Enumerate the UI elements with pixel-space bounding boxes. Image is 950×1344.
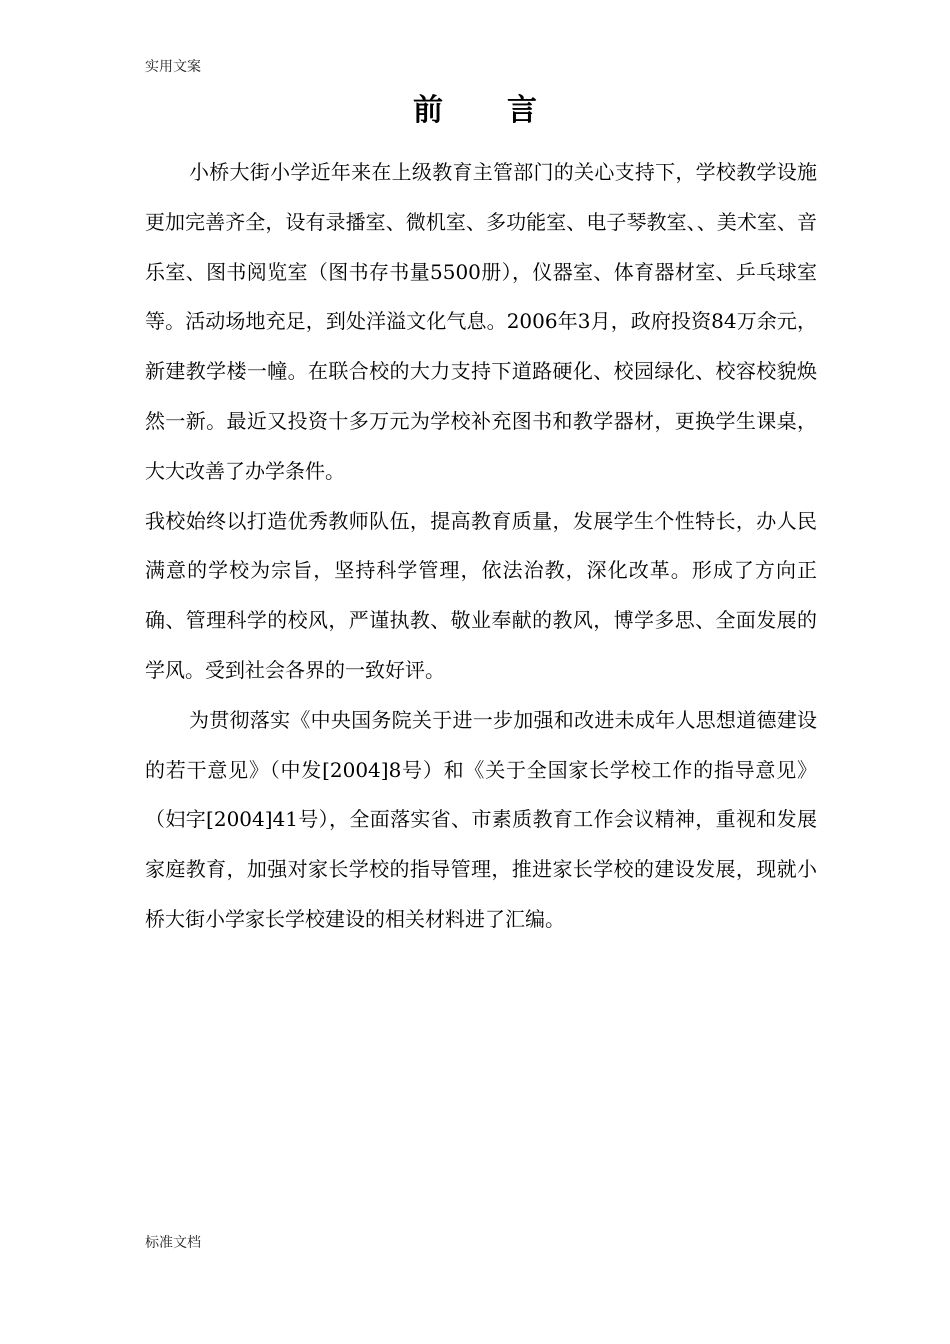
page-header: 实用文案 [145,59,201,75]
paragraph-facilities: 小桥大街小学近年来在上级教育主管部门的关心支持下，学校教学设施更加完善齐全，设有录播室、微机室、多功能室、电子琴教室、、美术室、音乐室、图书阅览室（图书存书量5500册），仪器室、体育器材室、乒乓球室等。活动场地充足，到处洋溢文化气息。2006年3月，政府投资84万余元，新建教学楼一幢。在联合校的大力支持下道路硬化、校园绿化、校容校貌焕然一新。最近又投资十多万元为学校补充图书和教学器材，更换学生课桌，大大改善了办学条件。 [145,160,817,483]
page-footer: 标准文档 [145,1235,201,1251]
paragraph-school-philosophy: 我校始终以打造优秀教师队伍，提高教育质量，发展学生个性特长，办人民满意的学校为宗旨，坚持科学管理，依法治教，深化改革。形成了方向正确、管理科学的校风，严谨执教、敬业奉献的教风，博学多思、全面发展的学风。受到社会各界的一致好评。 [145,508,817,682]
document-title: 前言 [413,93,601,128]
document-body [145,148,817,945]
paragraph-compilation-purpose: 为贯彻落实《中央国务院关于进一步加强和改进未成年人思想道德建设的若干意见》（中发[2004]8号）和《关于全国家长学校工作的指导意见》（妇字[2004]41号），全面落实省、市素质教育工作会议精神，重视和发展家庭教育，加强对家长学校的指导管理，推进家长学校的建设发展，现就小桥大街小学家长学校建设的相关材料进了汇编。 [145,707,817,931]
